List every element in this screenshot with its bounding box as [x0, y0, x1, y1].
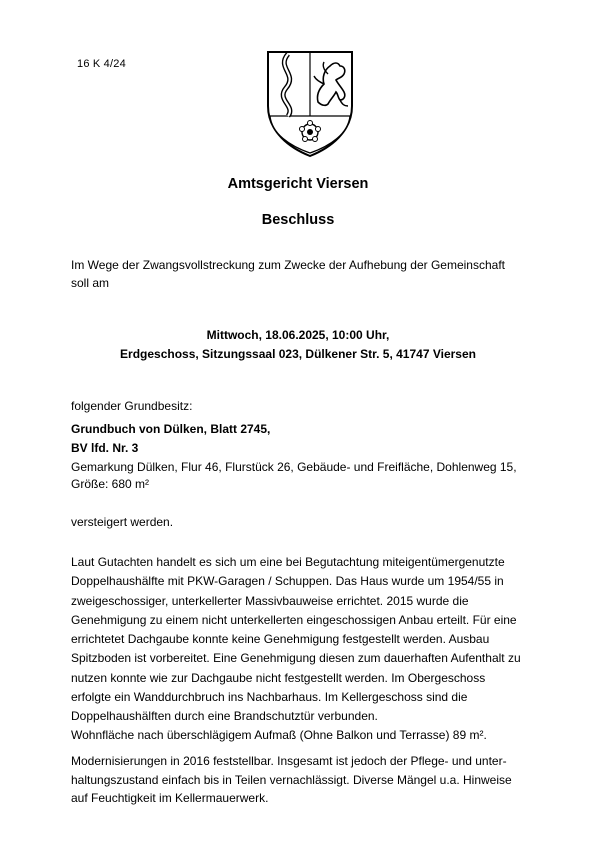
land-register-entry: Grundbuch von Dülken, Blatt 2745,	[71, 422, 271, 436]
document-heading: Beschluss	[261, 212, 335, 228]
coat-of-arms-emblem	[258, 44, 362, 160]
auction-statement: versteigert werden.	[71, 515, 174, 529]
appraisal-line: Spitzboden ist vorbereitet. Eine Genehmigung diesen zum dauerhaften Aufenthalt zu	[71, 651, 521, 666]
appraisal-line: errichtetet Dachgaube konnte keine Genehmigung festgestellt werden. Ausbau	[71, 632, 490, 647]
intro-line: soll am	[71, 276, 110, 290]
modernisation-paragraph	[71, 752, 531, 808]
parcel-description: Gemarkung Dülken, Flur 46, Flurstück 26, Gebäude- und Freifläche, Dohlenweg 15,	[71, 460, 517, 474]
court-name: Amtsgericht Viersen	[227, 176, 369, 192]
auction-location: Erdgeschoss, Sitzungssaal 023, Dülkener Str. 5, 41747 Viersen	[120, 347, 476, 361]
appraisal-line: nutzen konnte wie zur Dachgaube nicht festgestellt werden. Im Obergeschoss	[71, 670, 486, 685]
living-area: Wohnfläche nach überschlägigem Aufmaß (Ohne Balkon und Terrasse) 89 m².	[71, 728, 487, 742]
modernisation-line: Modernisierungen in 2016 feststellbar. Insgesamt ist jedoch der Pflege- und unter-	[71, 754, 507, 768]
parcel-size: Größe: 680 m²	[71, 477, 150, 491]
appraisal-line: Doppelhaushälfte mit PKW-Garagen / Schuppen. Das Haus wurde um 1954/55 in	[71, 574, 504, 589]
appraisal-line: Laut Gutachten handelt es sich um eine bei Begutachtung miteigentümergenutzte	[71, 555, 505, 569]
inventory-number: BV lfd. Nr. 3	[71, 441, 139, 455]
intro-paragraph	[71, 256, 531, 292]
property-intro: folgender Grundbesitz:	[71, 399, 193, 413]
case-reference: 16 K 4/24	[77, 58, 126, 70]
appraisal-paragraph	[71, 553, 531, 727]
appraisal-line: Genehmigung zu einem nicht unterkellerten eingeschossigen Anbau erteilt. Für eine	[71, 612, 517, 627]
appraisal-line: erfolgte ein Wanddurchbruch ins Nachbarhaus. Im Kellergeschoss sind die	[71, 690, 468, 705]
appraisal-line: zweigeschossiger, unterkellerter Massivbauweise errichtet. 2015 wurde die	[71, 593, 469, 608]
intro-line: Im Wege der Zwangsvollstreckung zum Zwecke der Aufhebung der Gemeinschaft	[71, 258, 505, 272]
modernisation-line: auf Feuchtigkeit im Kellermauerwerk.	[71, 791, 269, 805]
appraisal-line: Doppelhaushälften durch eine Brandschutztür verbunden.	[71, 709, 378, 724]
auction-date: Mittwoch, 18.06.2025, 10:00 Uhr,	[206, 328, 390, 342]
modernisation-line: haltungszustand einfach bis in Teilen vernachlässigt. Diverse Mängel u.a. Hinweise	[71, 772, 512, 787]
